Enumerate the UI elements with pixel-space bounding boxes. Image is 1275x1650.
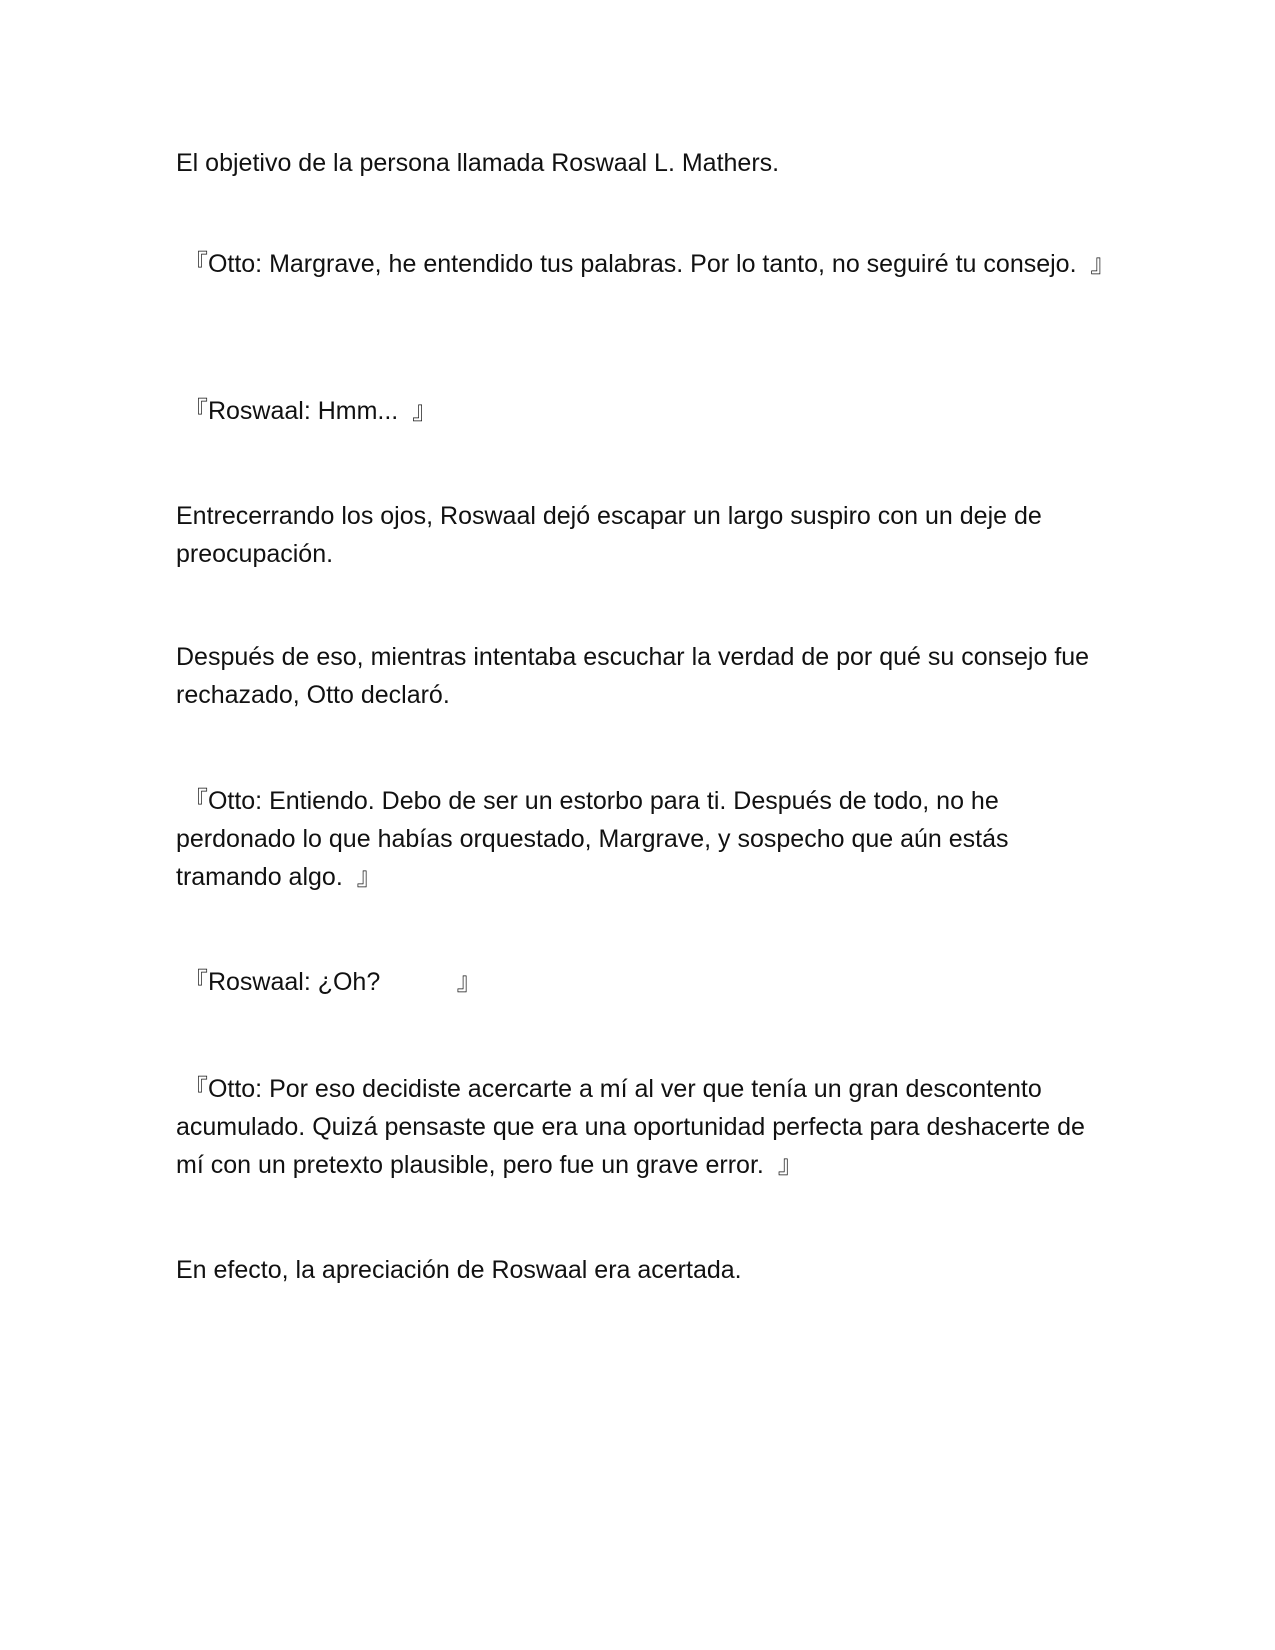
narration-paragraph: El objetivo de la persona llamada Roswaal L. Mathers. <box>176 149 780 177</box>
narration-paragraph: Entrecerrando los ojos, Roswaal dejó escapar un largo suspiro con un deje de preocupación. <box>176 502 1049 568</box>
dialogue-roswaal-paragraph: 『Roswaal: Hmm... 』 <box>176 397 438 425</box>
dialogue-otto-paragraph: 『Otto: Entiendo. Debo de ser un estorbo para ti. Después de todo, no he perdonado lo que habías orquestado, Margrave, y sospecho que aún estás tramando algo. 』 <box>176 787 1016 891</box>
narration-paragraph: Después de eso, mientras intentaba escuchar la verdad de por qué su consejo fue rechazado, Otto declaró. <box>176 643 1097 709</box>
narration-paragraph: En efecto, la apreciación de Roswaal era acertada. <box>176 1256 742 1284</box>
dialogue-otto-paragraph: 『Otto: Por eso decidiste acercarte a mí al ver que tenía un gran descontento acumulado. Quizá pensaste que era una oportunidad perfecta para deshacerte de mí con un pretexto plausible, pero fue un grave error. 』 <box>176 1075 1092 1179</box>
dialogue-otto-paragraph: 『Otto: Margrave, he entendido tus palabras. Por lo tanto, no seguiré tu consejo. 』 <box>176 250 1116 278</box>
dialogue-roswaal-paragraph: 『Roswaal: ¿Oh? 』 <box>176 968 482 996</box>
